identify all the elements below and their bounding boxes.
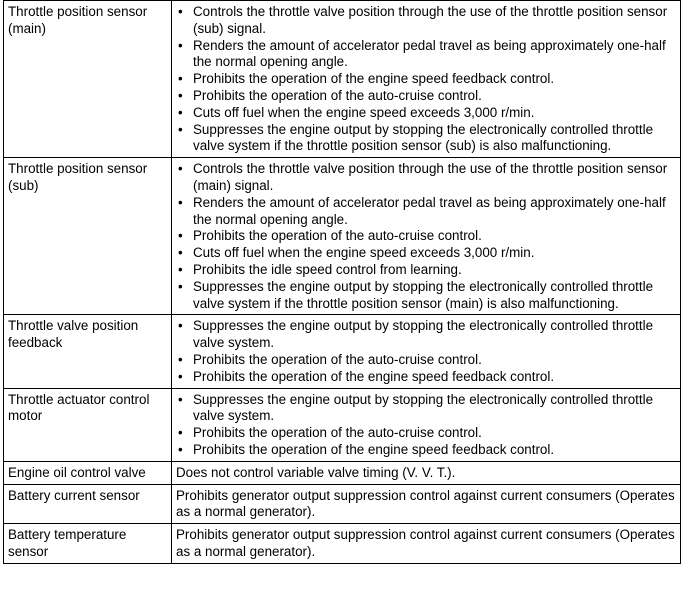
fail-safe-action: • Prohibits the operation of the engine speed feedback control. bbox=[176, 369, 676, 386]
table-row bbox=[4, 388, 681, 461]
malfunction-item: Throttle actuator control motor bbox=[8, 391, 150, 424]
malfunction-item-cell bbox=[4, 484, 172, 524]
fail-safe-action: • Controls the throttle valve position through the use of the throttle position sensor (sub) signal. bbox=[176, 4, 676, 38]
fail-safe-action-list bbox=[176, 4, 676, 155]
table-row bbox=[4, 315, 681, 388]
fail-safe-table-body bbox=[4, 1, 681, 564]
table-row bbox=[4, 461, 681, 484]
fail-safe-action: • Prohibits the operation of the auto-cruise control. bbox=[176, 88, 676, 105]
fail-safe-action: • Suppresses the engine output by stopping the electronically controlled throttle valve system. bbox=[176, 318, 676, 352]
fail-safe-action-text: Does not control variable valve timing (V. V. T.). bbox=[176, 464, 456, 480]
fail-safe-action: • Cuts off fuel when the engine speed exceeds 3,000 r/min. bbox=[176, 105, 676, 122]
fail-safe-action-cell bbox=[172, 158, 681, 315]
fail-safe-action-cell bbox=[172, 1, 681, 158]
malfunction-item-cell bbox=[4, 524, 172, 564]
malfunction-item: Throttle position sensor (main) bbox=[8, 4, 148, 36]
malfunction-item-cell bbox=[4, 1, 172, 158]
fail-safe-table bbox=[3, 0, 681, 564]
fail-safe-action: • Controls the throttle valve position through the use of the throttle position sensor (main) signal. bbox=[176, 161, 676, 195]
malfunction-item-cell bbox=[4, 388, 172, 461]
fail-safe-action-cell bbox=[172, 388, 681, 461]
fail-safe-action: • Prohibits the operation of the auto-cruise control. bbox=[176, 228, 676, 245]
fail-safe-action: • Suppresses the engine output by stopping the electronically controlled throttle valve system if the throttle position sensor (sub) is also malfunctioning. bbox=[176, 122, 676, 156]
fail-safe-action: • Prohibits the operation of the engine speed feedback control. bbox=[176, 71, 676, 88]
malfunction-item: Battery temperature sensor bbox=[8, 527, 127, 559]
malfunction-item: Throttle position sensor (sub) bbox=[8, 161, 148, 193]
fail-safe-action-cell bbox=[172, 524, 681, 564]
malfunction-item: Battery current sensor bbox=[8, 487, 140, 503]
fail-safe-action-list bbox=[176, 161, 676, 312]
malfunction-item-cell bbox=[4, 461, 172, 484]
fail-safe-action-text: Prohibits generator output suppression control against current consumers (Operates as a normal generator). bbox=[176, 527, 675, 559]
fail-safe-action: • Renders the amount of accelerator pedal travel as being approximately one-half the normal opening angle. bbox=[176, 38, 676, 72]
table-row bbox=[4, 484, 681, 524]
fail-safe-action: • Suppresses the engine output by stopping the electronically controlled throttle valve system. bbox=[176, 392, 676, 426]
fail-safe-action-list bbox=[176, 392, 676, 459]
malfunction-item-cell bbox=[4, 158, 172, 315]
fail-safe-action: • Prohibits the idle speed control from learning. bbox=[176, 262, 676, 279]
malfunction-item-cell bbox=[4, 315, 172, 388]
fail-safe-action: • Prohibits the operation of the engine speed feedback control. bbox=[176, 442, 676, 459]
table-row bbox=[4, 524, 681, 564]
fail-safe-action: • Prohibits the operation of the auto-cruise control. bbox=[176, 425, 676, 442]
fail-safe-action: • Renders the amount of accelerator pedal travel as being approximately one-half the normal opening angle. bbox=[176, 195, 676, 229]
fail-safe-action-cell bbox=[172, 315, 681, 388]
fail-safe-action-cell bbox=[172, 484, 681, 524]
malfunction-item: Throttle valve position feedback bbox=[8, 318, 139, 351]
fail-safe-action: • Suppresses the engine output by stopping the electronically controlled throttle valve system if the throttle position sensor (main) is also malfunctioning. bbox=[176, 279, 676, 313]
fail-safe-action: • Cuts off fuel when the engine speed exceeds 3,000 r/min. bbox=[176, 245, 676, 262]
table-row bbox=[4, 1, 681, 158]
fail-safe-action-list bbox=[176, 318, 676, 385]
fail-safe-action-text: Prohibits generator output suppression control against current consumers (Operates as a normal generator). bbox=[176, 487, 675, 520]
malfunction-item: Engine oil control valve bbox=[8, 464, 146, 480]
fail-safe-action: • Prohibits the operation of the auto-cruise control. bbox=[176, 352, 676, 369]
table-row bbox=[4, 158, 681, 315]
fail-safe-action-cell bbox=[172, 461, 681, 484]
